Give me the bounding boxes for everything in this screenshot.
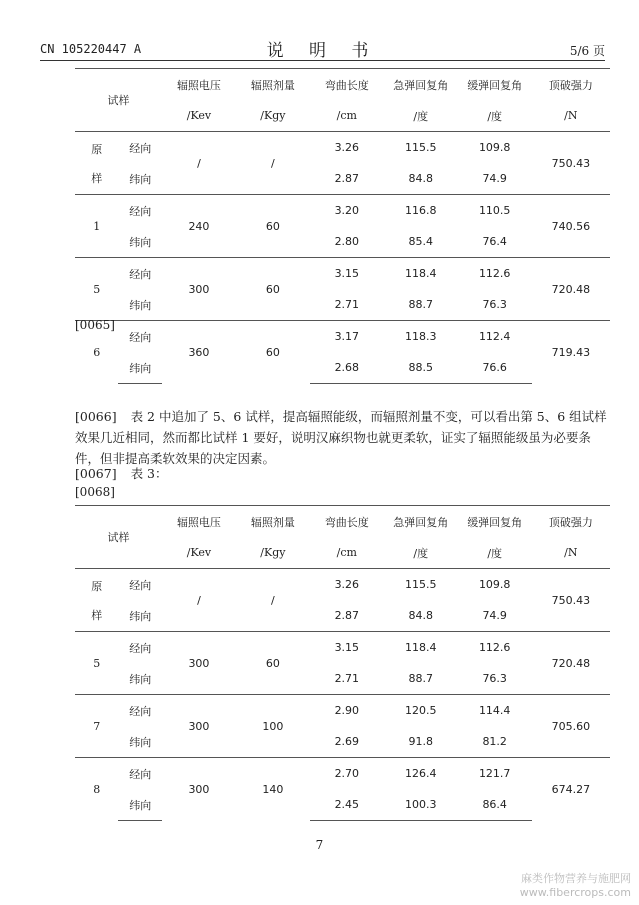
para-tag: [0067] — [75, 466, 117, 481]
burst-strength-value: 674.27 — [532, 758, 610, 821]
table-row — [75, 663, 610, 695]
paragraph-0067 — [75, 463, 610, 484]
burst-strength-value: 720.48 — [532, 632, 610, 695]
table-row — [75, 163, 610, 195]
slow-recovery-value: 74.9 — [482, 172, 507, 185]
fast-recovery-value: 100.3 — [384, 789, 458, 821]
table-row — [75, 695, 610, 727]
direction-label: 纬向 — [129, 172, 152, 186]
sample-label: 5 — [75, 632, 118, 695]
para-text: 表 3： — [130, 466, 168, 481]
direction-label: 经向 — [118, 132, 161, 164]
col-unit-burst: /N — [564, 109, 578, 122]
bend-value: 3.15 — [310, 632, 384, 664]
col-header-burst: 顶破强力 — [532, 506, 610, 538]
voltage-value: / — [162, 569, 236, 632]
col-unit-slow: /度 — [487, 109, 503, 123]
bend-value: 3.20 — [310, 195, 384, 227]
voltage-value: 300 — [162, 632, 236, 695]
burst-strength-value: 740.56 — [532, 195, 610, 258]
para-tag: [0066] — [75, 409, 117, 424]
dose-value: 140 — [236, 758, 310, 821]
col-header-fast: 急弹回复角 — [384, 69, 458, 101]
col-header-sample: 试样 — [75, 69, 162, 132]
para-tag-0065: [0065] — [75, 318, 115, 332]
direction-label: 经向 — [118, 695, 161, 727]
dose-value: / — [236, 569, 310, 632]
voltage-value: 300 — [162, 695, 236, 758]
direction-label: 纬向 — [129, 672, 152, 686]
fast-recovery-value: 115.5 — [384, 132, 458, 164]
sample-label — [75, 569, 118, 632]
fast-recovery-value: 115.5 — [384, 569, 458, 601]
slow-recovery-value: 76.3 — [482, 298, 507, 311]
bend-value: 3.26 — [310, 569, 384, 601]
paragraph-0066 — [75, 406, 610, 469]
para-text: 表 2 中追加了 5、6 试样，提高辐照能级，而辐照剂量不变，可以看出第 5、6 组试样效果几近相同，然而都比试样 1 要好，说明汉麻织物也就更柔软，证实了辐照能级虽为必要条件，但非提高柔软效果的决定因素。 — [75, 409, 607, 466]
header-row — [75, 506, 610, 538]
col-unit-voltage: /Kev — [186, 546, 212, 559]
col-unit-fast: /度 — [413, 109, 429, 123]
sample-label-text: 原 样 — [91, 579, 103, 622]
page-header — [40, 38, 605, 61]
header-row — [75, 69, 610, 101]
direction-label: 经向 — [118, 758, 161, 790]
direction-label: 纬向 — [129, 235, 152, 249]
col-header-dose: 辐照剂量 — [236, 69, 310, 101]
burst-strength-value: 719.43 — [532, 321, 610, 384]
col-unit-burst: /N — [564, 546, 578, 559]
table-row — [75, 258, 610, 290]
bend-value: 2.69 — [334, 735, 360, 748]
fast-recovery-value: 88.5 — [384, 352, 458, 384]
col-unit-bend: /cm — [336, 546, 357, 559]
sample-label-text: 原 样 — [91, 142, 103, 185]
fast-recovery-value: 84.8 — [408, 609, 433, 622]
sample-label: 5 — [75, 258, 118, 321]
sample-label: 1 — [75, 195, 118, 258]
slow-recovery-value: 112.4 — [458, 321, 532, 353]
fast-recovery-value: 118.4 — [384, 258, 458, 290]
voltage-value: / — [162, 132, 236, 195]
slow-recovery-value: 76.6 — [458, 352, 532, 384]
bend-value: 3.15 — [310, 258, 384, 290]
watermark-line-2: www.fibercrops.com — [519, 886, 631, 899]
table-row — [75, 789, 610, 821]
doc-title: 说 明 书 — [266, 41, 379, 61]
dose-value: 60 — [236, 632, 310, 695]
direction-label: 纬向 — [118, 789, 161, 821]
col-header-slow: 缓弹回复角 — [458, 69, 532, 101]
bend-value: 2.45 — [310, 789, 384, 821]
slow-recovery-value: 121.7 — [458, 758, 532, 790]
col-header-dose: 辐照剂量 — [236, 506, 310, 538]
direction-label: 经向 — [118, 258, 161, 290]
bend-value: 2.70 — [310, 758, 384, 790]
slow-recovery-value: 74.9 — [482, 609, 507, 622]
table-row — [75, 632, 610, 664]
slow-recovery-value: 109.8 — [458, 569, 532, 601]
fast-recovery-value: 120.5 — [384, 695, 458, 727]
bend-value: 2.90 — [310, 695, 384, 727]
table-row — [75, 600, 610, 632]
col-header-slow: 缓弹回复角 — [458, 506, 532, 538]
fast-recovery-value: 118.3 — [384, 321, 458, 353]
dose-value: / — [236, 132, 310, 195]
dose-value: 60 — [236, 195, 310, 258]
col-unit-dose: /Kgy — [260, 109, 286, 122]
burst-strength-value: 720.48 — [532, 258, 610, 321]
voltage-value: 300 — [162, 758, 236, 821]
burst-strength-value: 705.60 — [532, 695, 610, 758]
direction-label: 纬向 — [118, 352, 161, 384]
page-indicator: 5/6 页 — [569, 44, 605, 58]
table-row — [75, 352, 610, 384]
dose-value: 100 — [236, 695, 310, 758]
table-row — [75, 226, 610, 258]
col-unit-fast: /度 — [413, 546, 429, 560]
voltage-value: 360 — [162, 321, 236, 384]
fast-recovery-value: 88.7 — [408, 298, 433, 311]
page-number: 7 — [315, 838, 324, 852]
direction-label: 经向 — [118, 569, 161, 601]
dose-value: 60 — [236, 258, 310, 321]
col-unit-bend: /cm — [336, 109, 357, 122]
voltage-value: 300 — [162, 258, 236, 321]
direction-label: 经向 — [118, 321, 161, 353]
bend-value: 2.87 — [334, 172, 360, 185]
voltage-value: 240 — [162, 195, 236, 258]
bend-value: 2.71 — [334, 672, 360, 685]
sample-label: 8 — [75, 758, 118, 821]
direction-label: 纬向 — [129, 609, 152, 623]
col-header-burst: 顶破强力 — [532, 69, 610, 101]
col-header-sample: 试样 — [75, 506, 162, 569]
col-unit-voltage: /Kev — [186, 109, 212, 122]
bend-value: 2.68 — [310, 352, 384, 384]
bend-value: 3.26 — [310, 132, 384, 164]
sample-label — [75, 132, 118, 195]
table-row — [75, 321, 610, 353]
bend-value: 3.17 — [310, 321, 384, 353]
table-row — [75, 195, 610, 227]
slow-recovery-value: 76.4 — [482, 235, 507, 248]
table-row — [75, 726, 610, 758]
slow-recovery-value: 109.8 — [458, 132, 532, 164]
direction-label: 经向 — [118, 195, 161, 227]
watermark — [520, 872, 631, 900]
direction-label: 纬向 — [129, 298, 152, 312]
fast-recovery-value: 85.4 — [408, 235, 433, 248]
slow-recovery-value: 112.6 — [458, 632, 532, 664]
bend-value: 2.80 — [334, 235, 360, 248]
sample-label: 6 — [75, 321, 118, 384]
col-header-voltage: 辐照电压 — [162, 506, 236, 538]
slow-recovery-value: 112.6 — [458, 258, 532, 290]
table-row — [75, 132, 610, 164]
col-unit-slow: /度 — [487, 546, 503, 560]
fast-recovery-value: 88.7 — [408, 672, 433, 685]
col-header-voltage: 辐照电压 — [162, 69, 236, 101]
sample-label: 7 — [75, 695, 118, 758]
slow-recovery-value: 110.5 — [458, 195, 532, 227]
table-2 — [75, 68, 610, 384]
slow-recovery-value: 76.3 — [482, 672, 507, 685]
bend-value: 2.87 — [334, 609, 360, 622]
slow-recovery-value: 81.2 — [482, 735, 507, 748]
table-row — [75, 758, 610, 790]
patent-number: CN 105220447 A — [40, 42, 142, 56]
col-header-fast: 急弹回复角 — [384, 506, 458, 538]
table-row — [75, 569, 610, 601]
direction-label: 经向 — [118, 632, 161, 664]
burst-strength-value: 750.43 — [532, 132, 610, 195]
slow-recovery-value: 86.4 — [458, 789, 532, 821]
para-tag-0068: [0068] — [75, 485, 115, 499]
dose-value: 60 — [236, 321, 310, 384]
direction-label: 纬向 — [129, 735, 152, 749]
fast-recovery-value: 84.8 — [408, 172, 433, 185]
watermark-line-1: 麻类作物营养与施肥网 — [521, 872, 631, 885]
bend-value: 2.71 — [334, 298, 360, 311]
fast-recovery-value: 126.4 — [384, 758, 458, 790]
burst-strength-value: 750.43 — [532, 569, 610, 632]
table-row — [75, 289, 610, 321]
slow-recovery-value: 114.4 — [458, 695, 532, 727]
table-3 — [75, 505, 610, 821]
col-header-bend: 弯曲长度 — [310, 506, 384, 538]
fast-recovery-value: 91.8 — [408, 735, 433, 748]
col-header-bend: 弯曲长度 — [310, 69, 384, 101]
col-unit-dose: /Kgy — [260, 546, 286, 559]
fast-recovery-value: 116.8 — [384, 195, 458, 227]
fast-recovery-value: 118.4 — [384, 632, 458, 664]
